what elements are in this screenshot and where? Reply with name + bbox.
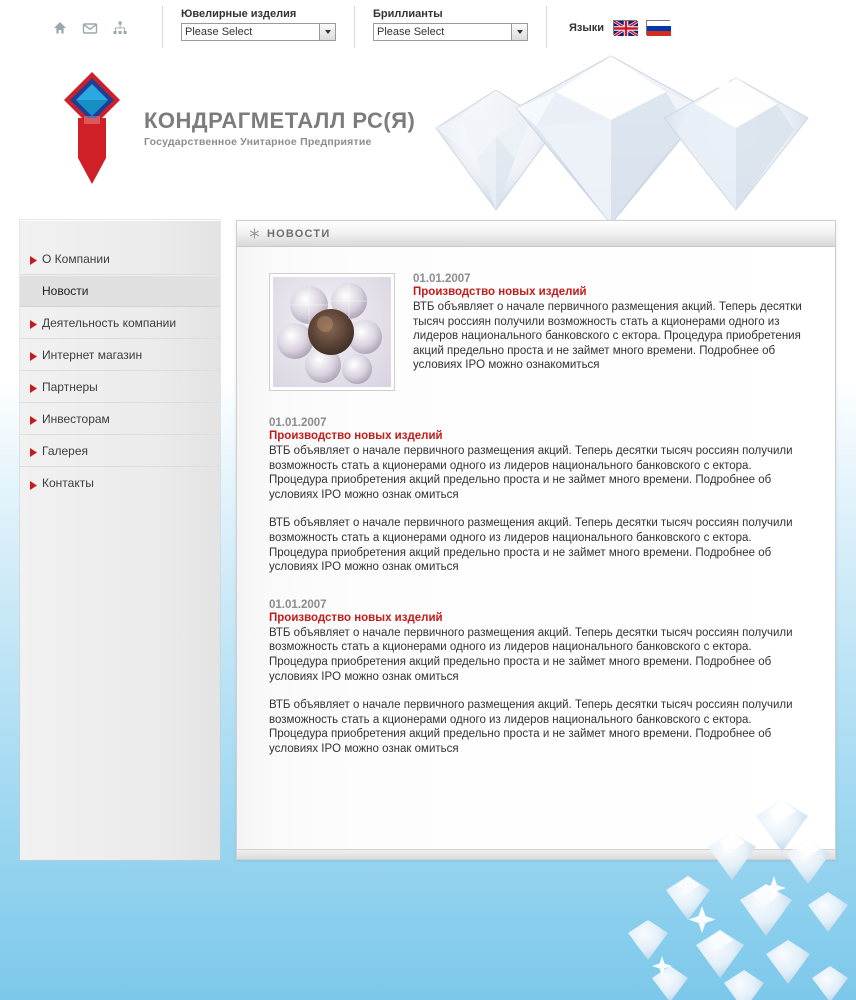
jewelry-select-label: Ювелирные изделия [181,8,297,20]
news-paragraph: ВТБ объявляет о начале первичного размещения акций. Теперь десятки тысяч россиян получили возможность стать а кционерами одного из лидеров национального банковского с ектора. Процедура приобретения акций предельно проста и не займет много времени. Подробнее об условиях IPO можно ознак омиться [269,626,793,683]
sidebar-item-label: О Компании [42,251,110,266]
top-icon-group [52,20,128,36]
news-panel [236,220,836,860]
bullet-arrow-icon [29,382,38,391]
jewelry-select-value: Please Select [185,26,253,38]
main-content [0,220,856,880]
sidebar-item-label: Инвесторам [42,411,110,426]
sidebar-item-news[interactable] [20,275,220,307]
bullet-arrow-icon [29,254,38,263]
sidebar-item-label: Контакты [42,476,94,490]
news-item [269,417,805,575]
site-header [0,48,856,220]
sidebar-item-shop[interactable] [20,339,220,371]
news-item [269,599,805,757]
panel-title: НОВОСТИ [267,227,331,240]
news-thumbnail[interactable] [269,273,395,391]
chevron-down-icon[interactable] [511,24,527,40]
panel-body [237,247,835,858]
panel-header [237,221,835,247]
flag-ru-icon[interactable] [646,20,670,35]
news-date: 01.01.2007 [413,273,471,285]
news-paragraph: ВТБ объявляет о начале первичного размещения акций. Теперь десятки тысяч россиян получили возможность стать а кционерами одного из лидеров национального банковского с ектора. Процедура приобретения акций предельно проста и не займет много времени. Подробнее об условиях IPO можно ознакомиться [413,301,802,372]
news-date: 01.01.2007 [269,417,327,429]
news-paragraph: ВТБ объявляет о начале первичного размещения акций. Теперь десятки тысяч россиян получили возможность стать а кционерами одного из лидеров национального банковского с ектора. Процедура приобретения акций предельно проста и не займет много времени. Подробнее об условиях IPO можно ознак омиться [269,517,793,574]
sidebar-item-partners[interactable] [20,371,220,403]
sidebar-item-investors[interactable] [20,403,220,435]
news-body [269,626,805,757]
jewelry-select[interactable] [181,23,336,41]
site-logo[interactable] [54,66,415,188]
diamonds-select[interactable] [373,23,528,41]
logo-text-block [144,110,415,148]
diamonds-select-value: Please Select [377,26,445,38]
sidebar-item-label: Галерея [42,443,89,458]
sidebar-item-contacts[interactable] [20,467,220,499]
bullet-arrow-icon [29,446,38,455]
sidebar-item-label: Деятельность компании [42,315,177,330]
chevron-down-icon[interactable] [319,24,335,40]
news-paragraph: ВТБ объявляет о начале первичного размещения акций. Теперь десятки тысяч россиян получили возможность стать а кционерами одного из лидеров национального банковского с ектора. Процедура приобретения акций предельно проста и не займет много времени. Подробнее об условиях IPO можно ознак омиться [269,445,793,501]
sidebar-item-about[interactable] [20,243,220,275]
news-title[interactable]: Производство новых изделий [413,286,587,298]
diamonds-select-group [355,6,546,41]
sidebar-nav [20,220,220,860]
news-lead-text [413,273,805,391]
bullet-arrow-icon [29,414,38,423]
mail-icon[interactable] [82,20,98,36]
languages-label: Языки [569,21,605,34]
home-icon[interactable] [52,20,68,36]
news-title[interactable]: Производство новых изделий [269,611,443,624]
bullet-arrow-icon [29,318,38,327]
sidebar-item-activity[interactable] [20,307,220,339]
news-title[interactable]: Производство новых изделий [269,430,443,442]
jewelry-select-group [163,6,354,41]
company-subtitle: Государственное Унитарное Предприятие [144,136,372,148]
bullet-arrow-icon [29,479,38,488]
diamond-banner-image [396,50,816,220]
company-logo-icon [54,66,130,188]
company-name: КОНДРАГМЕТАЛЛ РС(Я) [144,108,416,133]
sidebar-item-gallery[interactable] [20,435,220,467]
bullet-arrow-icon [29,350,38,359]
snowflake-icon [249,228,260,239]
sidebar-item-label: Партнеры [42,379,98,394]
panel-footer [237,849,835,859]
news-item-lead [269,273,805,391]
topbar-divider-3 [546,6,547,50]
sidebar-item-label: Новости [42,284,89,298]
news-body [269,444,805,575]
diamonds-select-label: Бриллианты [373,8,443,20]
news-thumbnail-image [273,277,391,387]
top-bar [0,0,856,48]
sidebar-item-label: Интернет магазин [42,347,143,362]
language-switcher [569,6,670,35]
news-date: 01.01.2007 [269,598,327,611]
sitemap-icon[interactable] [112,20,128,36]
flag-en-icon[interactable] [613,20,637,35]
news-paragraph: ВТБ объявляет о начале первичного размещения акций. Теперь десятки тысяч россиян получили возможность стать а кционерами одного из лидеров национального банковского с ектора. Процедура приобретения акций предельно проста и не займет много времени. Подробнее об условиях IPO можно ознак омиться [269,699,793,755]
